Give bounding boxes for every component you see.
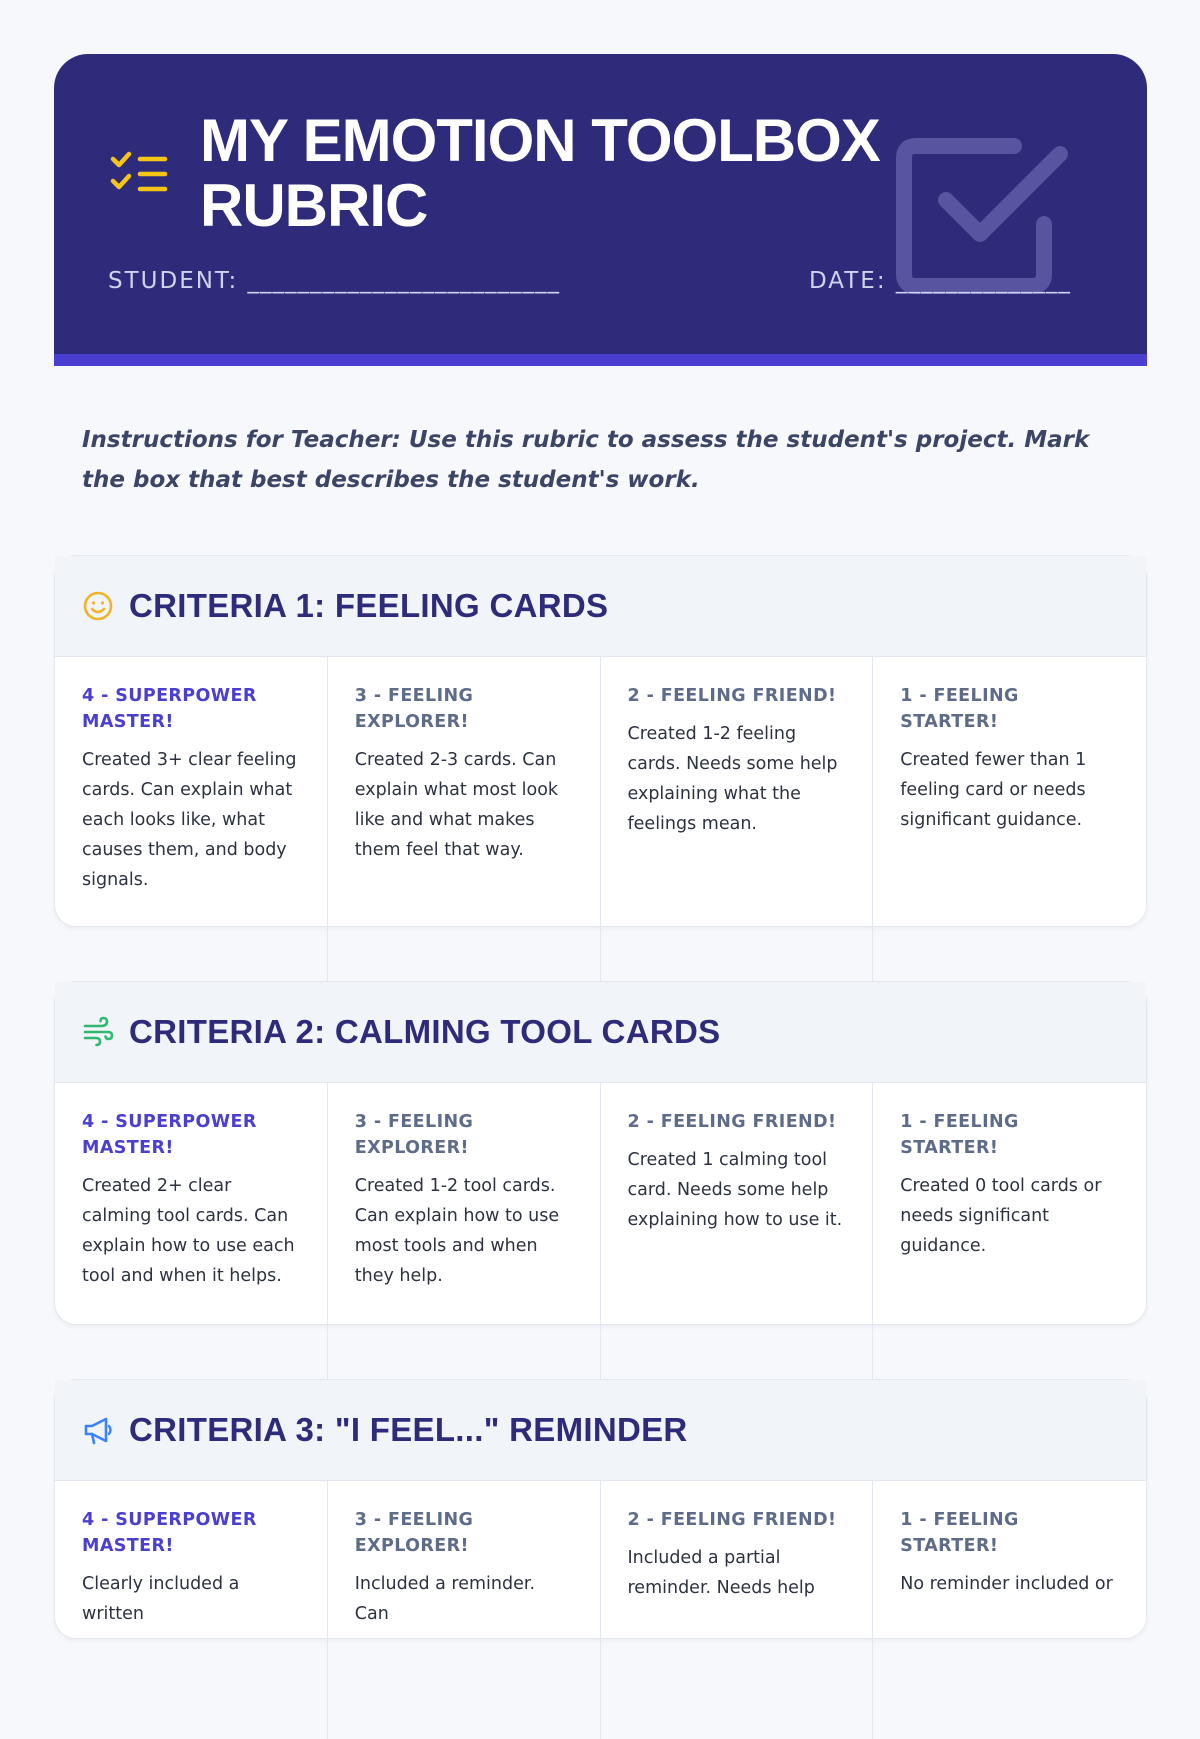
level-description: Included a partial reminder. Needs help [627, 1548, 815, 1598]
level-label: 2 - FEELING FRIEND! [627, 1112, 837, 1132]
criterion-card [54, 555, 1147, 927]
level-description: Included a reminder. Can [354, 1574, 536, 1624]
level-description: Created 1-2 tool cards. Can explain how to use most tools and when they help. [354, 1176, 560, 1286]
level-2-cell[interactable] [601, 1481, 874, 1739]
criterion-card [54, 1379, 1147, 1639]
level-3-cell[interactable] [328, 657, 601, 1027]
level-row [55, 1481, 1146, 1739]
criterion-title: CRITERIA 2: CALMING TOOL CARDS [129, 1013, 721, 1050]
level-description: Clearly included a written [82, 1574, 240, 1624]
level-label: 2 - FEELING FRIEND! [627, 686, 837, 706]
level-label: 4 - SUPERPOWER MASTER! [82, 1112, 257, 1158]
level-description: Created 1-2 feeling cards. Needs some help explaining what the feelings mean. [627, 724, 838, 834]
criterion-header [55, 1380, 1146, 1481]
student-label: STUDENT: [108, 268, 239, 294]
date-field[interactable] [809, 268, 1071, 294]
student-blank[interactable]: _________________________ [247, 268, 561, 294]
level-2-cell[interactable] [601, 1083, 874, 1425]
level-3-cell[interactable] [328, 1481, 601, 1739]
level-label: 4 - SUPERPOWER MASTER! [82, 686, 257, 732]
level-label: 1 - FEELING STARTER! [900, 686, 1019, 732]
level-description: Created 2+ clear calming tool cards. Can explain how to use each tool and when it helps. [82, 1176, 295, 1286]
level-description: Created 2-3 cards. Can explain what most look like and what makes them feel that way. [354, 750, 559, 860]
page-title: MY EMOTION TOOLBOX RUBRIC [200, 107, 880, 239]
level-4-cell[interactable] [55, 1481, 328, 1739]
level-1-cell[interactable] [873, 1083, 1146, 1425]
criterion-card [54, 981, 1147, 1325]
level-label: 3 - FEELING EXPLORER! [354, 686, 474, 732]
date-blank[interactable]: ______________ [895, 268, 1071, 294]
level-label: 1 - FEELING STARTER! [900, 1510, 1019, 1556]
student-field[interactable] [108, 268, 560, 294]
smiley-icon [82, 590, 114, 622]
level-3-cell[interactable] [328, 1083, 601, 1425]
level-1-cell[interactable] [873, 1481, 1146, 1739]
level-description: Created 0 tool cards or needs significant guidance. [900, 1176, 1102, 1256]
teacher-instructions: Instructions for Teacher: Use this rubric to assess the student's project. Mark the box that best describes the student's work. [82, 427, 1090, 493]
level-row [55, 1083, 1146, 1425]
criterion-title: CRITERIA 3: "I FEEL..." REMINDER [129, 1411, 688, 1448]
level-label: 1 - FEELING STARTER! [900, 1112, 1019, 1158]
level-label: 3 - FEELING EXPLORER! [354, 1112, 474, 1158]
level-4-cell[interactable] [55, 1083, 328, 1425]
level-1-cell[interactable] [873, 657, 1146, 1027]
level-4-cell[interactable] [55, 657, 328, 1027]
criterion-header [55, 556, 1146, 657]
level-description: Created 3+ clear feeling cards. Can explain what each looks like, what causes them, and body signals. [82, 750, 297, 890]
level-2-cell[interactable] [601, 657, 874, 1027]
checklist-icon [110, 150, 168, 196]
criterion-header [55, 982, 1146, 1083]
criterion-title: CRITERIA 1: FEELING CARDS [129, 587, 609, 624]
level-row [55, 657, 1146, 1027]
date-label: DATE: [809, 268, 887, 294]
level-label: 4 - SUPERPOWER MASTER! [82, 1510, 257, 1556]
level-description: Created 1 calming tool card. Needs some help explaining how to use it. [627, 1150, 843, 1230]
level-description: No reminder included or [900, 1574, 1113, 1594]
rubric-header [54, 54, 1147, 366]
megaphone-icon [82, 1414, 114, 1446]
level-label: 2 - FEELING FRIEND! [627, 1510, 837, 1530]
level-label: 3 - FEELING EXPLORER! [354, 1510, 474, 1556]
level-description: Created fewer than 1 feeling card or needs significant guidance. [900, 750, 1087, 830]
wind-icon [82, 1016, 114, 1048]
